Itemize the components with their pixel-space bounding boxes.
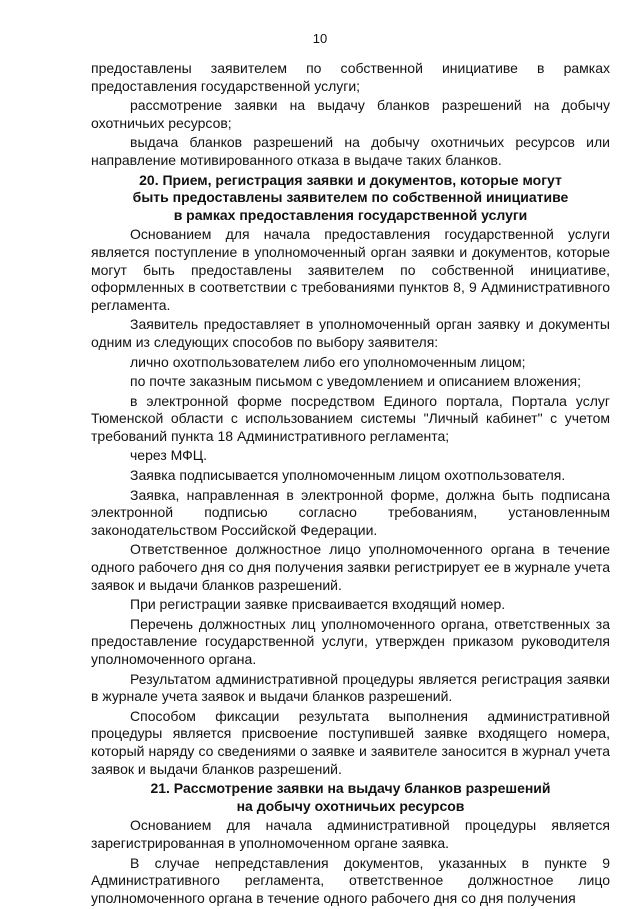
section-heading-line: 20. Прием, регистрация заявки и документов, которые могут	[139, 171, 562, 188]
paragraph: Ответственное должностное лицо уполномоченного органа в течение одного рабочего дня со дня получения заявки регистрирует ее в журнале учета заявок и выдачи бланков разрешений.	[91, 541, 610, 593]
paragraph: по почте заказным письмом с уведомлением и описанием вложения;	[130, 373, 581, 390]
section-heading-line: 21. Рассмотрение заявки на выдачу бланков разрешений	[150, 780, 551, 797]
paragraph: через МФЦ.	[130, 447, 208, 464]
section-heading-line: на добычу охотничьих ресурсов	[236, 797, 465, 814]
paragraph: Заявка подписывается уполномоченным лицом охотпользователя.	[130, 467, 566, 484]
paragraph: В случае непредставления документов, указанных в пункте 9 Административного регламента, ответственное должностное лицо уполномоченного органа в течение одного рабочего дня со дня получения	[91, 854, 610, 906]
paragraph: Основанием для начала предоставления государственной услуги является поступление в уполномоченный орган заявки и документов, которые могут быть предоставлены заявителем по собственной инициативе, оформленных в соответствии с требованиями пунктов 8, 9 Административного регламента.	[91, 226, 610, 313]
paragraph: выдача бланков разрешений на добычу охотничьих ресурсов или направление мотивированного отказа в выдаче таких бланков.	[91, 134, 610, 168]
paragraph: в электронной форме посредством Единого портала, Портала услуг Тюменской области с использованием системы "Личный кабинет" с учетом требований пункта 18 Административного регламента;	[91, 392, 610, 444]
paragraph: Способом фиксации результата выполнения административной процедуры является присвоение поступившей заявке входящего номера, который наряду со сведениями о заявке и заявителе заносится в журнал учета заявок и выдачи бланков разрешений.	[91, 707, 610, 777]
section-heading-line: в рамках предоставления государственной услуги	[173, 206, 528, 223]
section-heading-line: быть предоставлены заявителем по собственной инициативе	[132, 189, 569, 206]
paragraph: При регистрации заявке присваивается входящий номер.	[130, 596, 506, 613]
paragraph: лично охотпользователем либо его уполномоченным лицом;	[130, 353, 526, 370]
paragraph: Заявитель предоставляет в уполномоченный орган заявку и документы одним из следующих способов по выбору заявителя:	[91, 316, 610, 350]
paragraph: Заявка, направленная в электронной форме, должна быть подписана электронной подписью согласно требованиям, установленным законодательством Российской Федерации.	[91, 486, 610, 538]
section-heading	[91, 172, 610, 225]
page-number: 10	[312, 31, 328, 46]
paragraph: Результатом административной процедуры является регистрация заявки в журнале учета заявок и выдачи бланков разрешений.	[91, 670, 610, 705]
paragraph: Основанием для начала административной процедуры является зарегистрированная в уполномоченном органе заявка.	[91, 817, 610, 851]
paragraph: рассмотрение заявки на выдачу бланков разрешений на добычу охотничьих ресурсов;	[91, 97, 610, 131]
section-heading	[91, 780, 610, 815]
document-body	[91, 60, 610, 909]
paragraph: Перечень должностных лиц уполномоченного органа, ответственных за предоставление государственной услуги, утвержден приказом руководителя уполномоченного органа.	[91, 615, 610, 667]
paragraph: предоставлены заявителем по собственной инициативе в рамках предоставления государственной услуги;	[91, 60, 610, 94]
